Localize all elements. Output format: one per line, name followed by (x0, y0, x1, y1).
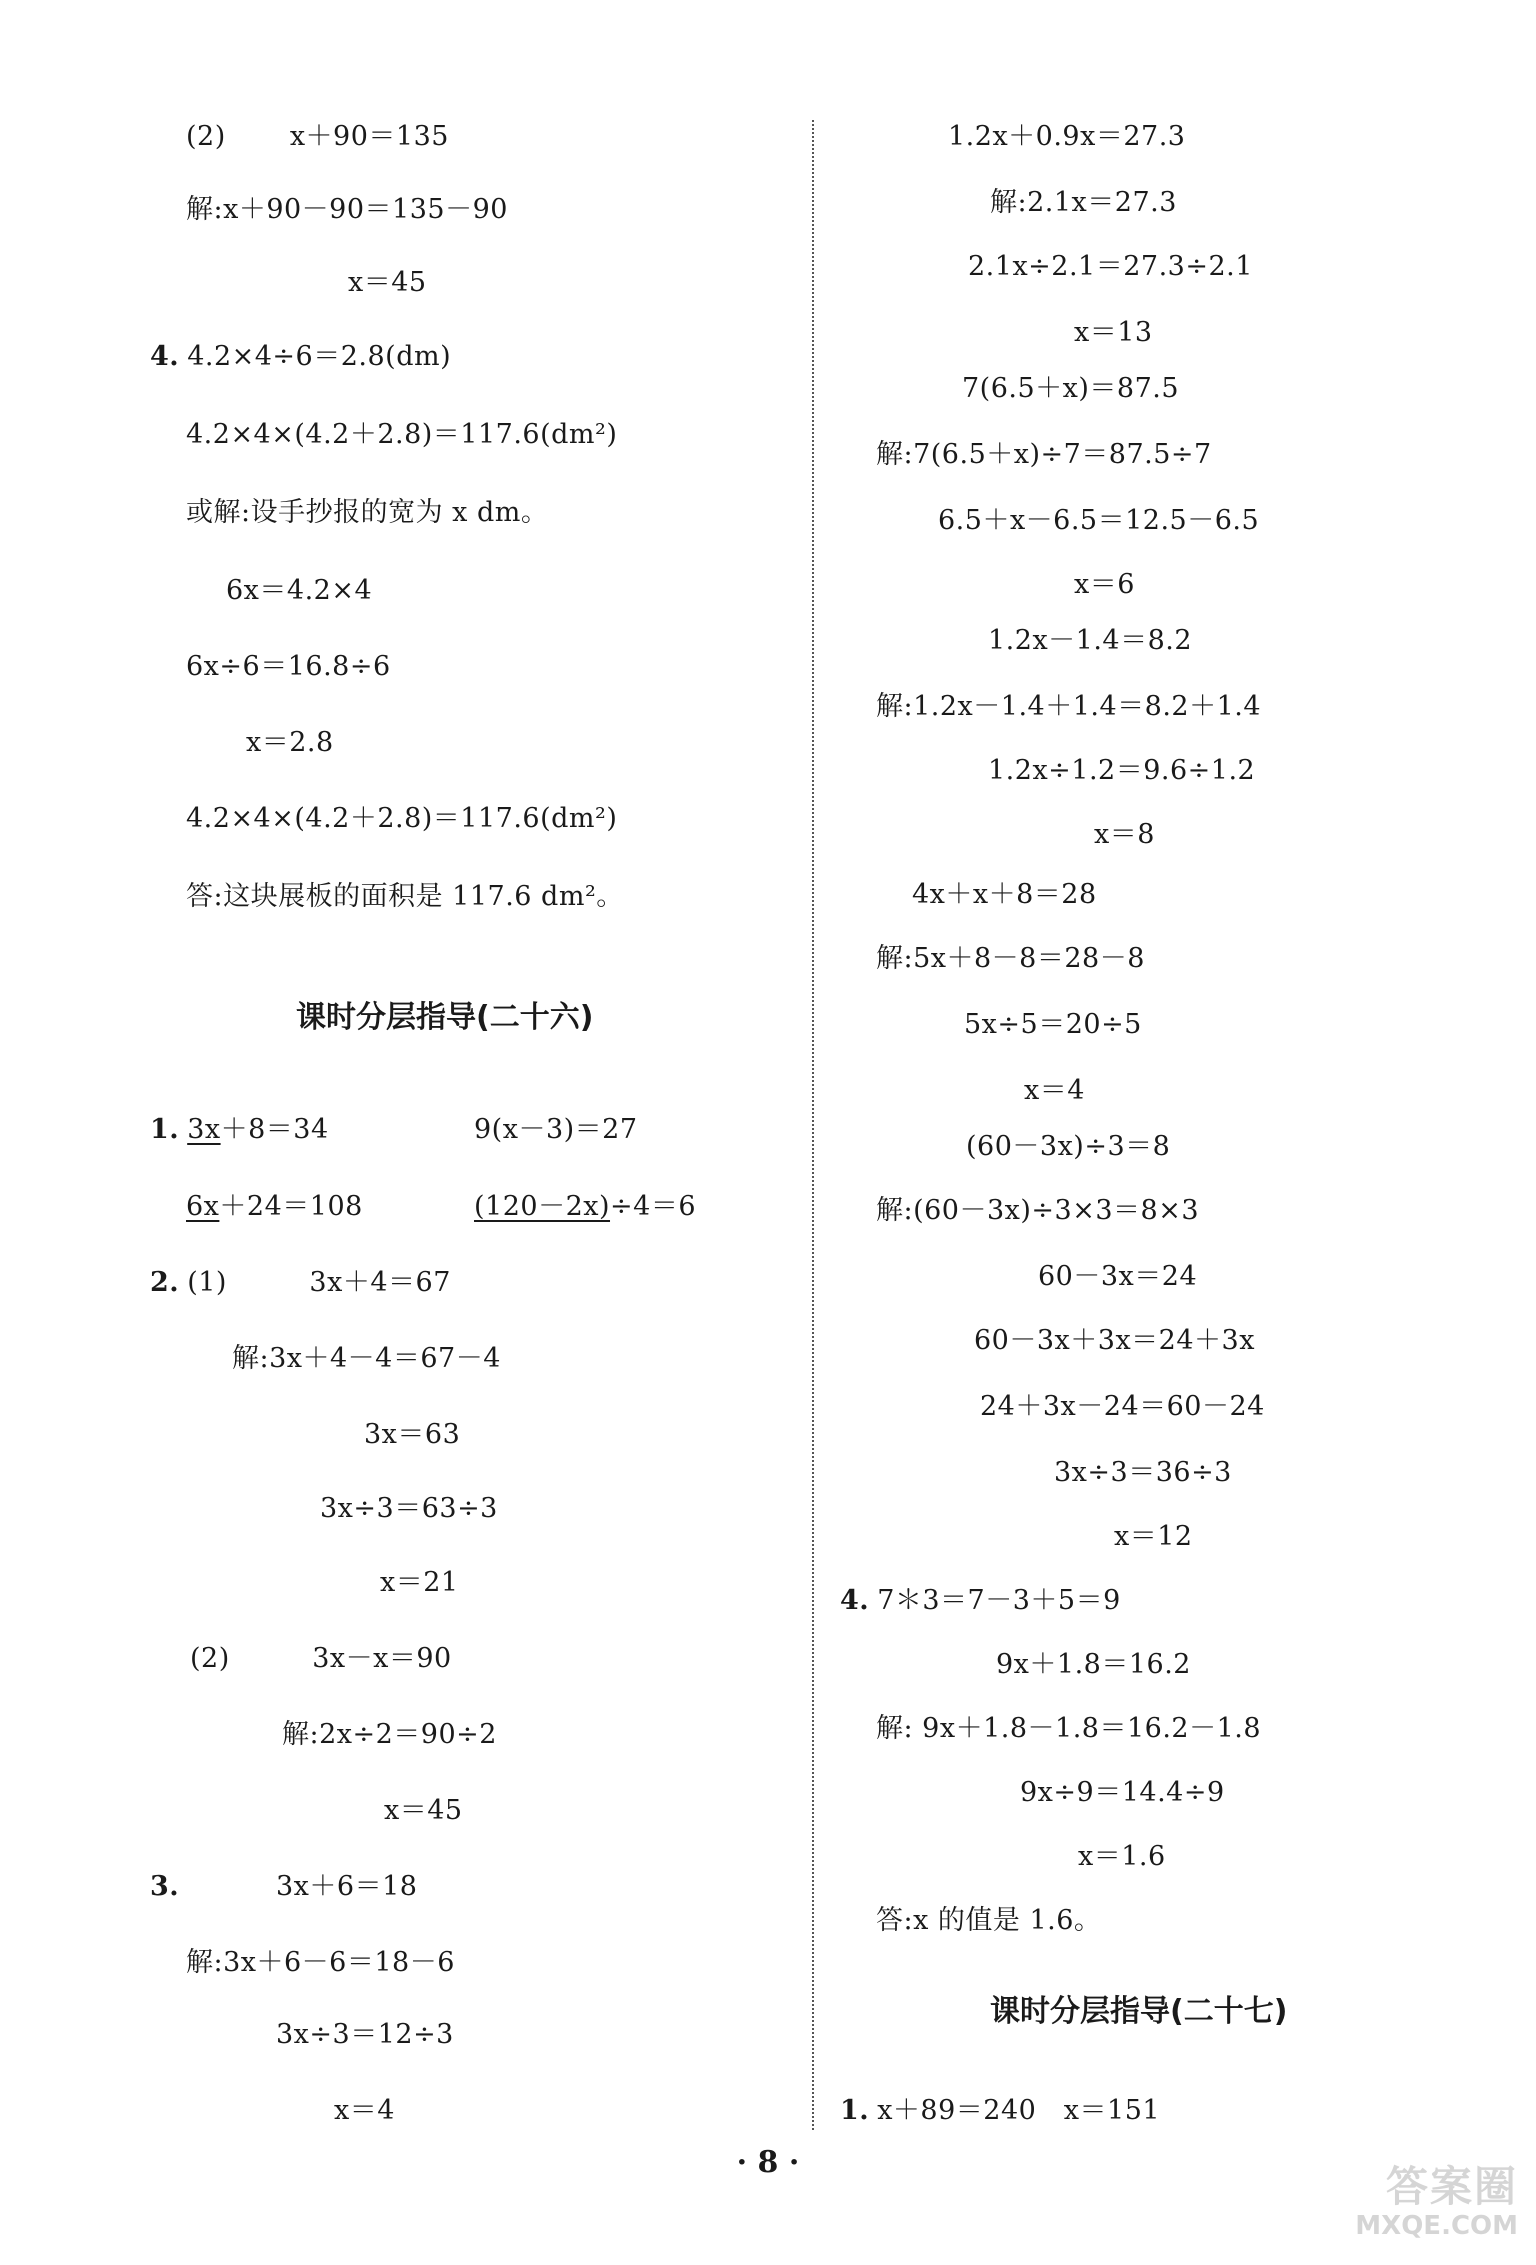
eq-line: 解:2.1x＝27.3 (990, 187, 1177, 218)
eq-line: 解:5x＋8－8＝28－8 (876, 943, 1145, 974)
eq-line: x＝21 (380, 1567, 459, 1598)
eq-line: 1.2x－1.4＝8.2 (988, 625, 1193, 656)
eq-text: ÷4＝6 (610, 1191, 696, 1222)
eq-text: 4.2×4÷6＝2.8(dm) (187, 341, 452, 372)
answer-line: 答:这块展板的面积是 117.6 dm²。 (186, 881, 624, 912)
eq-text: 7＊3＝7－3＋5＝9 (877, 1585, 1121, 1616)
eq-line: x＝8 (1094, 819, 1155, 850)
eq-line: 6x÷6＝16.8÷6 (186, 651, 391, 682)
eq-line: 解:7(6.5＋x)÷7＝87.5÷7 (876, 439, 1212, 470)
question-1-right (840, 2094, 1160, 2128)
eq-line: 2.1x÷2.1＝27.3÷2.1 (968, 251, 1253, 282)
eq-line: 3x÷3＝12÷3 (276, 2019, 454, 2050)
question-3-number (150, 1870, 187, 1904)
page-number: · 8 · (736, 2145, 800, 2180)
question-number: 1. (840, 2095, 870, 2126)
section-heading: 课时分层指导(二十六) (296, 1000, 594, 1035)
eq-line: 解:x＋90－90＝135－90 (186, 194, 508, 225)
eq-line: x＝45 (348, 267, 427, 298)
watermark-url: MXQE.COM (1355, 2211, 1518, 2241)
eq-text: ＋8＝34 (220, 1114, 329, 1145)
eq-line: x＝4 (334, 2095, 395, 2126)
eq-line: 60－3x＋3x＝24＋3x (974, 1325, 1255, 1356)
eq-line: 4.2×4×(4.2＋2.8)＝117.6(dm²) (186, 419, 618, 450)
eq-line: (2) 3x－x＝90 (190, 1643, 452, 1674)
section-heading: 课时分层指导(二十七) (990, 1994, 1288, 2029)
eq-line: 3x÷3＝63÷3 (320, 1493, 498, 1524)
eq-line: 3x÷3＝36÷3 (1054, 1457, 1232, 1488)
eq-line: x＝2.8 (246, 727, 334, 758)
eq-line: 9(x－3)＝27 (474, 1114, 638, 1145)
eq-line: 5x÷5＝20÷5 (964, 1009, 1142, 1040)
eq-text: x＋89＝240 x＝151 (877, 2095, 1161, 2126)
eq-line: x＝12 (1114, 1521, 1193, 1552)
eq-line: 解:1.2x－1.4＋1.4＝8.2＋1.4 (876, 691, 1262, 722)
eq-line: 3x＋6＝18 (276, 1871, 418, 1902)
eq-text: ＋24＝108 (219, 1191, 363, 1222)
question-1-row-1 (150, 1113, 329, 1147)
underlined-term: 6x (186, 1191, 220, 1222)
watermark-text: 答案圈 (1385, 2162, 1518, 2211)
question-number: 4. (150, 341, 180, 372)
eq-line: 7(6.5＋x)＝87.5 (962, 373, 1180, 404)
eq-line: 3x＝63 (364, 1419, 461, 1450)
eq-line: 9x÷9＝14.4÷9 (1020, 1777, 1225, 1808)
question-1-row-2b (474, 1190, 696, 1224)
eq-line: 4x＋x＋8＝28 (912, 879, 1097, 910)
answer-line: 答:x 的值是 1.6。 (876, 1905, 1102, 1936)
underlined-term: 3x (187, 1114, 221, 1145)
eq-line: 24＋3x－24＝60－24 (980, 1391, 1265, 1422)
eq-line: 6x＝4.2×4 (226, 575, 373, 606)
question-number: 3. (150, 1871, 180, 1902)
column-divider (812, 120, 814, 2130)
eq-line: x＝45 (384, 1795, 463, 1826)
underlined-term: (120－2x) (474, 1191, 611, 1222)
question-4-right (840, 1584, 1121, 1618)
eq-line: 1.2x＋0.9x＝27.3 (948, 121, 1186, 152)
eq-line: x＝4 (1024, 1075, 1085, 1106)
eq-line: x＝6 (1074, 569, 1135, 600)
eq-line: 解: 9x＋1.8－1.8＝16.2－1.8 (876, 1713, 1262, 1744)
eq-line: x＝1.6 (1078, 1841, 1166, 1872)
eq-line: (60－3x)÷3＝8 (966, 1131, 1171, 1162)
eq-line: 解:3x＋4－4＝67－4 (232, 1343, 501, 1374)
eq-line: 1.2x÷1.2＝9.6÷1.2 (988, 755, 1256, 786)
question-4 (150, 340, 451, 374)
question-number: 4. (840, 1585, 870, 1616)
eq-line: 4.2×4×(4.2＋2.8)＝117.6(dm²) (186, 803, 618, 834)
eq-line: 6.5＋x－6.5＝12.5－6.5 (938, 505, 1260, 536)
watermark-logo (1338, 2163, 1518, 2253)
question-number: 2. (150, 1267, 180, 1298)
eq-line: x＝13 (1074, 317, 1153, 348)
eq-line: 9x＋1.8＝16.2 (996, 1649, 1191, 1680)
eq-text: (1) 3x＋4＝67 (187, 1267, 451, 1298)
eq-line: 或解:设手抄报的宽为 x dm。 (186, 497, 549, 528)
eq-line: 解:2x÷2＝90÷2 (282, 1719, 497, 1750)
eq-line: 解:3x＋6－6＝18－6 (186, 1947, 455, 1978)
question-1-row-2 (186, 1190, 363, 1224)
eq-line: 解:(60－3x)÷3×3＝8×3 (876, 1195, 1200, 1226)
eq-line: 60－3x＝24 (1038, 1261, 1198, 1292)
eq-line: (2) x＋90＝135 (186, 121, 449, 152)
question-number: 1. (150, 1114, 180, 1145)
question-2 (150, 1266, 451, 1300)
